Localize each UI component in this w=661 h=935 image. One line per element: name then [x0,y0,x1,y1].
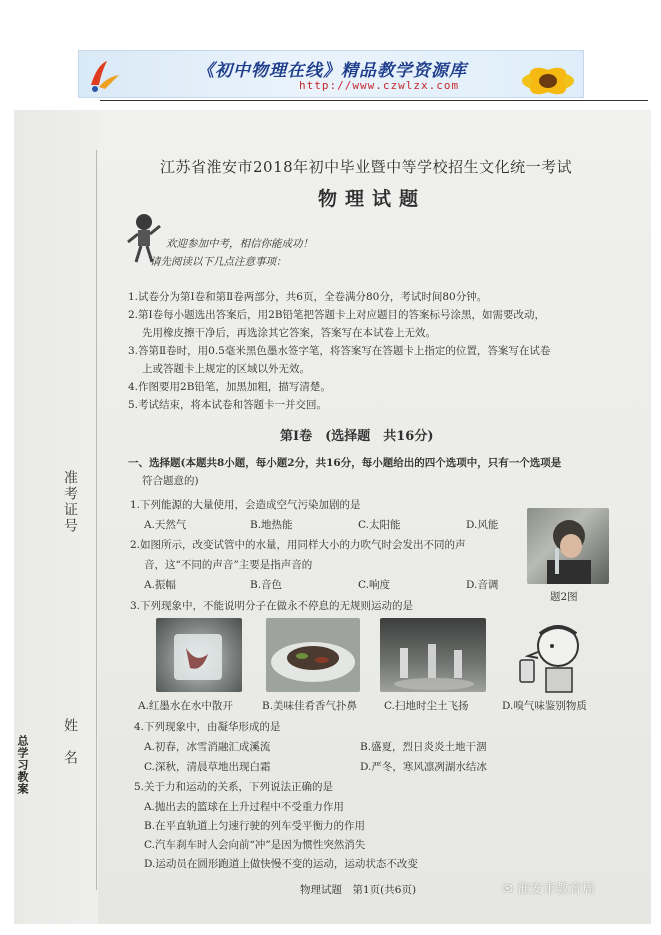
q2-option-b: B.音色 [250,579,283,591]
q4-option-a: A.初春，冰雪消融汇成溪流 [144,741,271,753]
sweeping-people-icon [380,618,486,692]
q4-option-d: D.严冬，寒风凛冽湖水结冰 [360,761,487,773]
q2-figure-caption: 题2图 [550,591,578,603]
q5-stem: 5.关于力和运动的关系，下列说法正确的是 [134,781,334,793]
q5-option-b: B.在平直轨道上匀速行驶的列车受平衡力的作用 [144,820,366,832]
q3-cartoon-smell-icon [510,616,590,696]
page-footer: 物理试题 第1页(共6页) [300,884,417,896]
exam-number-label: 准考证号 [62,470,78,534]
subject-title: 物理试题 [318,188,427,210]
note-5: 5.考试结束，将本试卷和答题卡一并交回。 [128,399,328,411]
q5-option-d: D.运动员在圆形跑道上做快慢不变的运动，运动状态不改变 [144,858,418,870]
ink-beaker-icon [156,618,242,692]
q2-stem-1: 2.如图所示，改变试管中的水量，用同样大小的力吹气时会发出不同的声 [130,539,466,551]
section-instructions: 一、选择题(本题共8小题，每小题2分，共16分，每小题给出的四个选项中，只有一个选项是 [128,457,562,469]
q5-option-a: A.抛出去的篮球在上升过程中不受重力作用 [144,801,344,813]
binding-line [96,150,97,890]
note-2-cont: 先用橡皮擦干净后，再选涂其它答案，答案写在本试卷上无效。 [142,327,436,339]
q3-photo-food [266,618,360,692]
q4-stem: 4.下列现象中，由凝华形成的是 [134,721,281,733]
watermark-text: 淮安市教育局 [517,882,596,897]
q3-photo-ink [156,618,242,692]
wechat-icon: ✉ [502,882,513,897]
name-label: 姓 名 [62,718,78,766]
sunflower-icon [517,57,579,98]
q1-option-d: D.风能 [466,519,499,531]
q5-option-c: C.汽车刹车时人会向前“冲”是因为惯性突然消失 [144,839,366,851]
note-2: 2.第Ⅰ卷每小题选出答案后，用2B铅笔把答题卡上对应题目的答案标号涂黑，如需要改动， [128,309,546,321]
q2-stem-2: 音，这“不同的声音”主要是指声音的 [144,559,313,571]
q2-option-a: A.振幅 [144,579,176,591]
exam-title: 江苏省淮安市2018年初中毕业暨中等学校招生文化统一考试 [160,158,573,176]
note-3-cont: 上或答题卡上规定的区域以外无效。 [142,363,310,375]
note-3: 3.答第Ⅱ卷时，用0.5毫米黑色墨水签字笔，将答案写在答题卡上指定的位置，答案写在试卷 [128,345,551,357]
binding-margin [14,110,98,924]
edge-text: 总学习教案 [16,735,29,795]
banner-divider [100,100,648,101]
banner-url[interactable]: http://www.czwlzx.com [299,79,460,92]
site-banner [78,50,584,98]
q1-option-c: C.太阳能 [358,519,401,531]
banner-title: 《初中物理在线》精品教学资源库 [197,61,467,81]
q1-option-b: B.地热能 [250,519,293,531]
q2-option-c: C.响度 [358,579,390,591]
q2-figure-photo [527,508,609,584]
q1-stem: 1.下列能源的大量使用，会造成空气污染加剧的是 [130,499,361,511]
q3-option-a: A.红墨水在水中散开 [138,700,233,712]
q4-option-c: C.深秋，清晨草地出现白霜 [144,761,271,773]
section-instructions-cont: 符合题意的) [142,475,199,487]
q3-option-d: D.嗅气味鉴别物质 [502,700,587,712]
welcome-line-1: 欢迎参加中考，相信你能成功！ [166,238,313,250]
watermark [502,878,595,897]
q3-stem: 3.下列现象中，不能说明分子在做永不停息的无规则运动的是 [130,600,414,612]
q1-option-a: A.天然气 [144,519,187,531]
q4-option-b: B.盛夏，烈日炎炎土地干涸 [360,741,487,753]
note-4: 4.作图要用2B铅笔，加黑加粗，描写清楚。 [128,381,331,393]
food-plate-icon [266,618,360,692]
welcome-line-2: 请先阅读以下几点注意事项： [150,256,287,268]
site-logo-icon [85,55,125,95]
q3-option-c: C.扫地时尘土飞扬 [384,700,469,712]
q3-photo-sweeping [380,618,486,692]
q3-option-b: B.美味佳肴香气扑鼻 [262,700,358,712]
child-blowing-tube-icon [527,508,609,584]
q2-option-d: D.音调 [466,579,499,591]
note-1: 1.试卷分为第Ⅰ卷和第Ⅱ卷两部分，共6页，全卷满分80分，考试时间80分钟。 [128,291,488,303]
part1-title: 第Ⅰ卷 (选择题 共16分) [280,429,434,444]
